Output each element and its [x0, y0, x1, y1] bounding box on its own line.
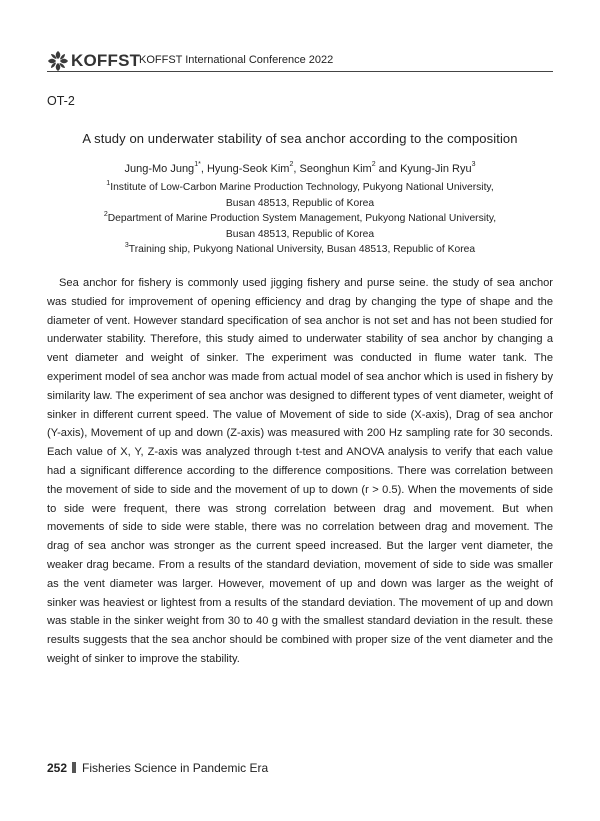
author-list: [47, 163, 553, 175]
session-code: OT-2: [47, 94, 75, 108]
conference-name: KOFFST International Conference 2022: [139, 54, 334, 66]
author-name: Hyung-Seok Kim: [206, 163, 290, 175]
koffst-emblem-icon: [47, 50, 69, 72]
koffst-logo: [47, 49, 140, 73]
logo-text: KOFFST: [71, 51, 141, 70]
page-number: 252: [47, 761, 68, 775]
affiliation-text: Department of Marine Production System Management, Pukyong National University,: [107, 213, 497, 224]
author-separator: and: [375, 163, 401, 175]
affiliation-text: Institute of Low-Carbon Marine Production Technology, Pukyong National University,: [110, 182, 494, 193]
abstract-text: Sea anchor for fishery is commonly used jigging fishery and purse seine. the study of sea anchor was studied for improvement of opening efficiency and drag by changing the type of shape and the diameter of vent. However standard specification of sea anchor is not set and has not been studied for underwater stability. Therefore, this study aimed to underwater stability of sea anchor by changing a vent diameter and weight of sinker. The experiment was conducted in flume water tank. The experiment model of sea anchor was made from actual model of sea anchor which is used in fishery by similarity law. The experiment of sea anchor was designed to different types of vent diameter, weight of sinker in different current speed. The value of Movement of side to side (X-axis), Drag of sea anchor (Y-axis), Movement of up and down (Z-axis) was measured with 200 Hz sampling rate for 30 seconds. Each value of X, Y, Z-axis was analyzed through t-test and ANOVA analysis to verify that each value had a significant difference according to the difference compositions. There was correlation between the movement of side to side and the movement of up to down (r > 0.5). When the movements of side to side were frequent, there was strong correlation between drag and movement. But when movements of side to side were stable, there was no correlation between drag and movement. The drag of sea anchor was stronger as the current speed increased. But the larger vent diameter, the weaker drag became. From a results of the standard deviation, movement of side to side was smaller as the vent diameter was larger. However, movement of up and down was larger as the weight of sinker was heaviest or lightest from a results of the standard deviation. The movement of up and down was stable in the sinker weight from 30 to 40 g with the smallest standard deviation in the result. these results suggests that the sea anchor should be combined with proper size of the vent diameter and the weight of sinker to improve the stability.: [47, 277, 553, 665]
author-name: Kyung-Jin Ryu: [400, 163, 472, 175]
affiliation-text: Training ship, Pukyong National University, Busan 48513, Republic of Korea: [128, 244, 476, 255]
author-name: Seonghun Kim: [299, 163, 372, 175]
paper-title: A study on underwater stability of sea anchor according to the composition: [82, 131, 518, 146]
footer-separator: [72, 762, 76, 773]
affiliation-3-line-1: [47, 244, 553, 255]
affiliation-mark: 3: [124, 242, 129, 249]
affiliation-mark: 2: [103, 211, 108, 218]
page-footer: [47, 761, 268, 775]
abstract-paragraph: [47, 274, 553, 669]
affiliation-1-line-2: Busan 48513, Republic of Korea: [225, 198, 375, 209]
author-affiliation-mark: 2: [289, 161, 294, 168]
affiliation-mark: 1: [106, 180, 111, 187]
affiliation-2-line-2: Busan 48513, Republic of Korea: [225, 229, 375, 240]
header-divider: [47, 71, 553, 72]
author-separator: ,: [293, 163, 300, 175]
affiliation-2-line-1: [47, 213, 553, 224]
author-affiliation-mark: 2: [371, 161, 376, 168]
author-name: Jung-Mo Jung: [124, 163, 195, 175]
author-affiliation-mark: 3: [471, 161, 476, 168]
affiliation-1-line-1: [47, 182, 553, 193]
journal-title: Fisheries Science in Pandemic Era: [82, 761, 269, 775]
author-separator: ,: [200, 163, 207, 175]
page-header: [47, 49, 553, 73]
author-affiliation-mark: 1*: [194, 161, 201, 168]
